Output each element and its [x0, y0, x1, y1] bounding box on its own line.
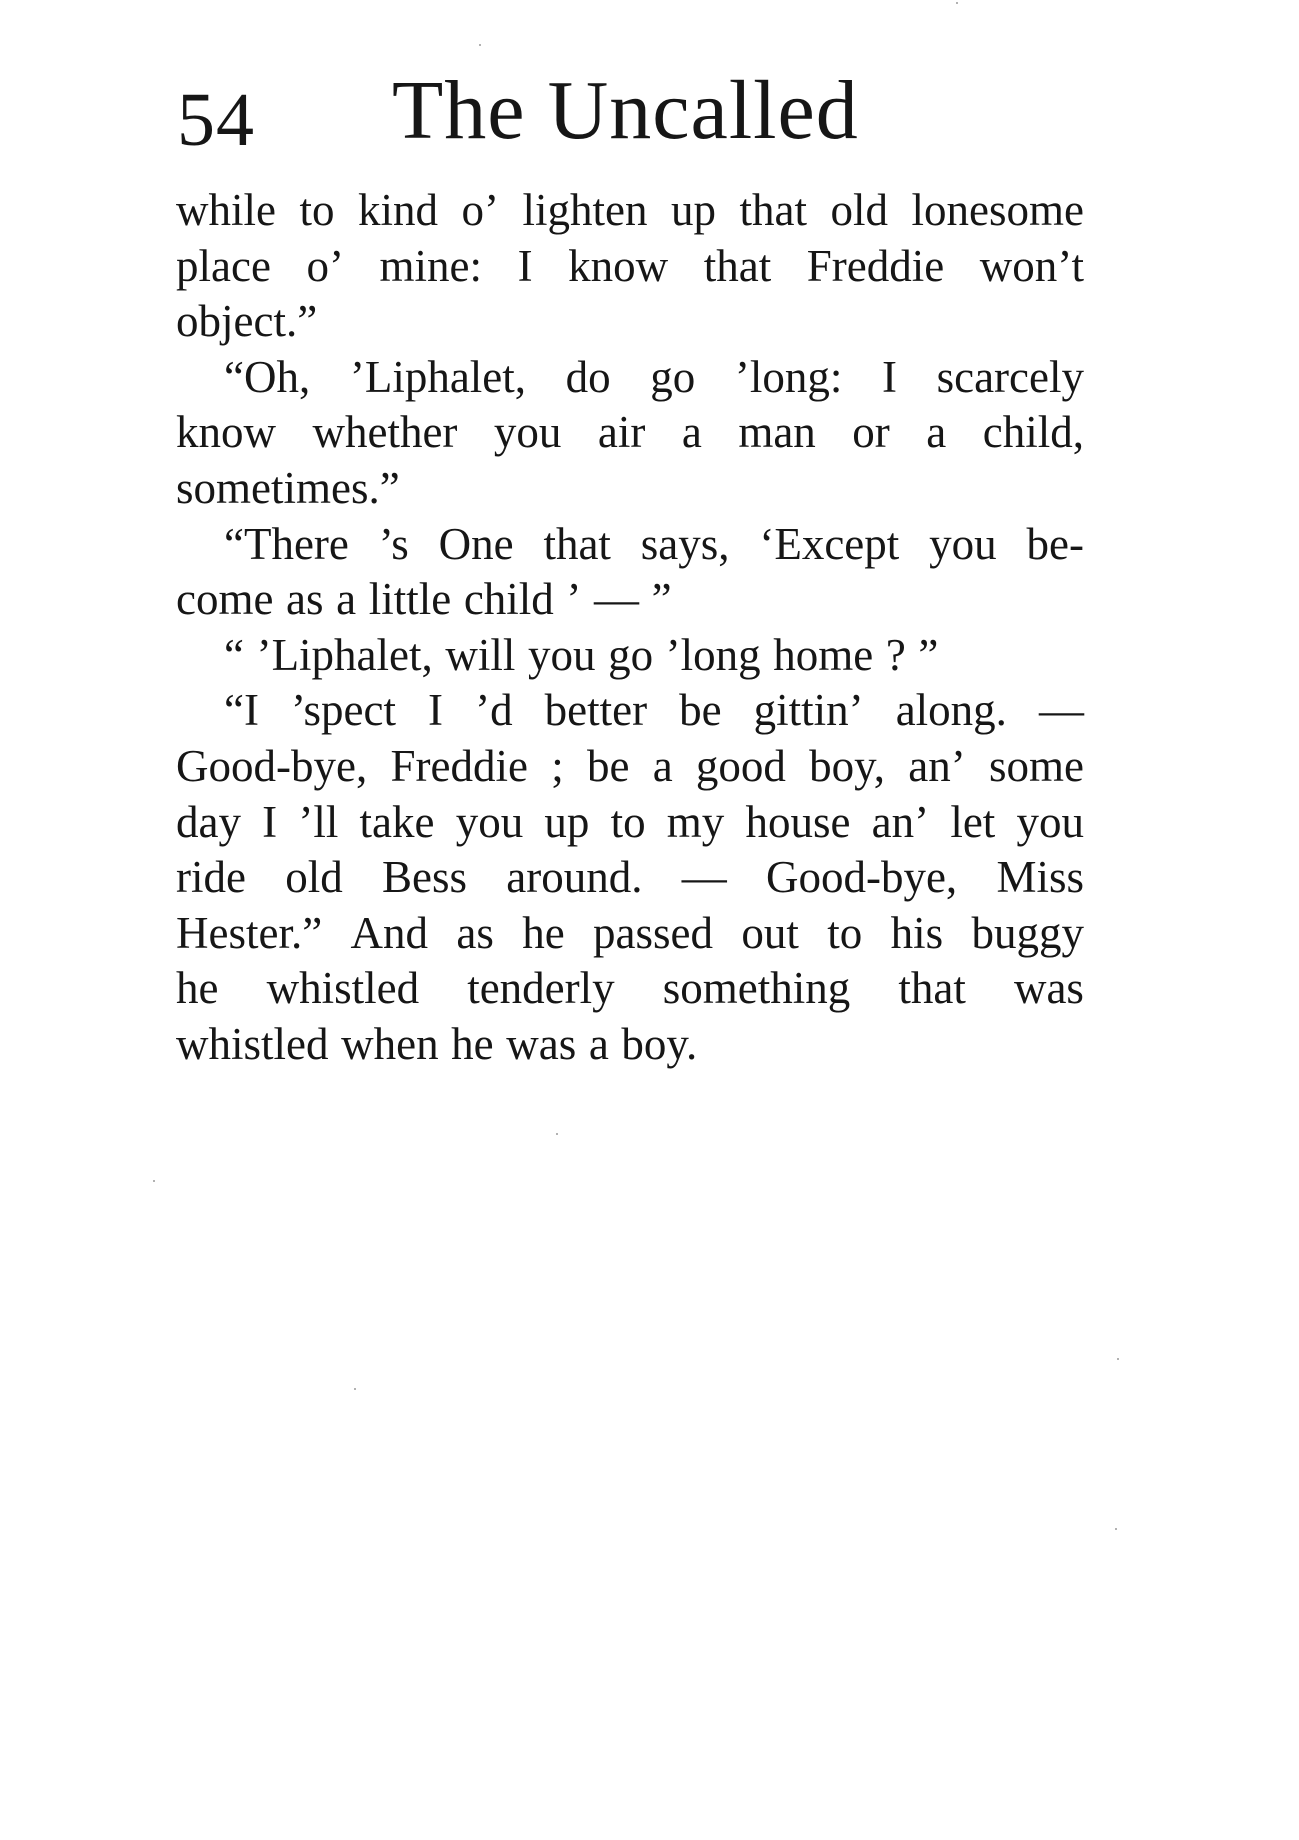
text-word: scarcely — [936, 351, 1084, 402]
text-word: to — [610, 796, 646, 847]
text-word: boy. — [621, 1018, 698, 1069]
text-line — [176, 850, 1084, 906]
text-word: air — [597, 407, 646, 458]
text-word: ; — [551, 740, 564, 791]
text-word: up — [544, 796, 590, 847]
text-word: take — [359, 796, 435, 847]
text-word: “There — [224, 518, 349, 569]
text-word: ” — [918, 629, 939, 680]
text-word: he — [176, 963, 219, 1014]
text-word: home — [773, 629, 874, 680]
text-line — [176, 405, 1084, 461]
text-word: know — [568, 240, 669, 291]
text-word: he — [522, 907, 565, 958]
running-head-title: The Uncalled — [392, 64, 859, 157]
text-word: his — [890, 907, 944, 958]
text-word: a — [336, 574, 357, 625]
text-line — [176, 183, 1084, 239]
text-word: Hester.” — [176, 907, 323, 958]
text-word: up — [671, 185, 716, 235]
text-word: ’ll — [298, 796, 339, 847]
text-line — [176, 350, 1084, 406]
text-word: One — [438, 518, 514, 569]
text-word: old — [285, 852, 343, 903]
text-word: mine: — [379, 240, 483, 291]
text-word: house — [745, 796, 851, 847]
text-line — [176, 961, 1084, 1017]
text-word: “Oh, — [224, 351, 311, 402]
text-word: — — [1038, 685, 1084, 736]
text-word: my — [666, 796, 725, 847]
text-word: Bess — [381, 852, 467, 903]
text-word: that — [898, 963, 966, 1014]
text-word: o’ — [461, 185, 500, 235]
text-word: place — [176, 240, 271, 291]
text-word: be- — [1026, 518, 1084, 569]
text-word: you — [493, 407, 562, 458]
scan-speck — [354, 1388, 356, 1390]
text-word: Freddie — [806, 240, 945, 291]
text-line — [176, 239, 1084, 295]
text-word: lighten — [522, 185, 648, 235]
text-word: a — [926, 407, 947, 458]
text-word: whether — [312, 407, 458, 458]
text-word: as — [286, 574, 324, 625]
text-word: tenderly — [467, 963, 615, 1014]
text-word: ’spect — [291, 685, 396, 736]
text-word: better — [544, 685, 648, 736]
text-word: ’long: — [734, 351, 843, 402]
text-word: as — [456, 907, 494, 958]
text-word: an’ — [908, 740, 966, 791]
text-word: a — [681, 407, 702, 458]
text-word: Miss — [996, 852, 1084, 903]
text-word: he — [451, 1018, 494, 1069]
text-word: ride — [176, 852, 246, 903]
text-word: to — [299, 185, 335, 235]
text-word: an’ — [871, 796, 930, 847]
text-word: I — [517, 240, 533, 291]
text-word: something — [662, 963, 851, 1014]
text-word: was — [506, 1018, 577, 1069]
text-word: ’ — [566, 574, 582, 625]
text-word: man — [738, 407, 816, 458]
text-word: object.” — [176, 296, 318, 347]
text-word: that — [543, 518, 611, 569]
text-word: kind — [358, 185, 439, 235]
text-word: a — [652, 740, 673, 791]
text-word: boy, — [809, 740, 885, 791]
text-line — [176, 906, 1084, 962]
text-word: good — [695, 740, 786, 791]
text-word: sometimes.” — [176, 462, 400, 513]
text-line — [176, 461, 1084, 517]
text-line — [176, 294, 1084, 350]
scan-speck — [153, 1180, 155, 1182]
text-word: along. — [895, 685, 1007, 736]
text-word: was — [1013, 963, 1084, 1014]
scan-speck — [956, 2, 958, 4]
text-word: Freddie — [390, 740, 528, 791]
text-word: whistled — [176, 1018, 329, 1069]
text-word: while — [176, 185, 276, 235]
text-word: Good-bye, — [765, 852, 958, 903]
text-word: ’s — [378, 518, 409, 569]
text-word: buggy — [971, 907, 1084, 958]
text-word: — — [681, 852, 727, 903]
text-word: go — [608, 629, 654, 680]
text-word: ’d — [475, 685, 513, 736]
text-word: “I — [224, 685, 259, 736]
scan-speck — [556, 1133, 558, 1135]
text-word: ’Liphalet, — [349, 351, 527, 402]
page-number: 54 — [177, 78, 255, 162]
text-word: ’Liphalet, — [256, 629, 433, 680]
text-word: child — [463, 574, 554, 625]
text-word: “ — [224, 629, 244, 680]
text-word: o’ — [306, 240, 344, 291]
text-line — [176, 1017, 1084, 1073]
text-word: passed — [593, 907, 714, 958]
body-text — [176, 183, 1084, 1073]
text-word: do — [565, 351, 611, 402]
text-word: gittin’ — [753, 685, 864, 736]
text-word: lonesome — [911, 185, 1084, 235]
text-word: some — [988, 740, 1084, 791]
text-word: won’t — [979, 240, 1084, 291]
scan-speck — [1115, 1528, 1117, 1530]
text-word: you — [929, 518, 997, 569]
text-word: — — [593, 574, 639, 625]
text-word: you — [527, 629, 596, 680]
text-word: you — [455, 796, 524, 847]
text-word: will — [445, 629, 516, 680]
text-word: around. — [506, 852, 643, 903]
text-word: day — [176, 796, 241, 847]
text-word: I — [881, 351, 897, 402]
text-word: ? — [885, 629, 906, 680]
text-word: that — [703, 240, 772, 291]
text-line — [176, 517, 1084, 573]
text-line — [176, 739, 1084, 795]
text-word: a — [588, 1018, 609, 1069]
text-word: to — [827, 907, 863, 958]
text-word: I — [428, 685, 444, 736]
text-word: old — [830, 185, 888, 235]
text-line — [176, 628, 1084, 684]
text-word: And — [350, 907, 429, 958]
text-word: you — [1016, 796, 1084, 847]
text-word: be — [586, 740, 630, 791]
text-line — [176, 683, 1084, 739]
text-word: ’long — [665, 629, 761, 680]
text-word: whistled — [266, 963, 420, 1014]
text-word: go — [650, 351, 696, 402]
text-line — [176, 572, 1084, 628]
text-word: Good-bye, — [176, 740, 368, 791]
text-word: ‘Except — [759, 518, 900, 569]
text-word: let — [950, 796, 996, 847]
scan-speck — [479, 44, 481, 46]
text-word: says, — [640, 518, 730, 569]
text-word: ” — [651, 574, 672, 625]
text-line — [176, 795, 1084, 851]
text-word: come — [176, 574, 274, 625]
text-word: child, — [982, 407, 1084, 458]
text-word: know — [176, 407, 276, 458]
text-word: that — [739, 185, 807, 235]
text-word: I — [262, 796, 278, 847]
text-word: or — [852, 407, 890, 458]
scan-speck — [1117, 1358, 1119, 1360]
text-word: little — [368, 574, 452, 625]
text-word: out — [741, 907, 799, 958]
text-word: when — [341, 1018, 439, 1069]
text-word: be — [679, 685, 722, 736]
